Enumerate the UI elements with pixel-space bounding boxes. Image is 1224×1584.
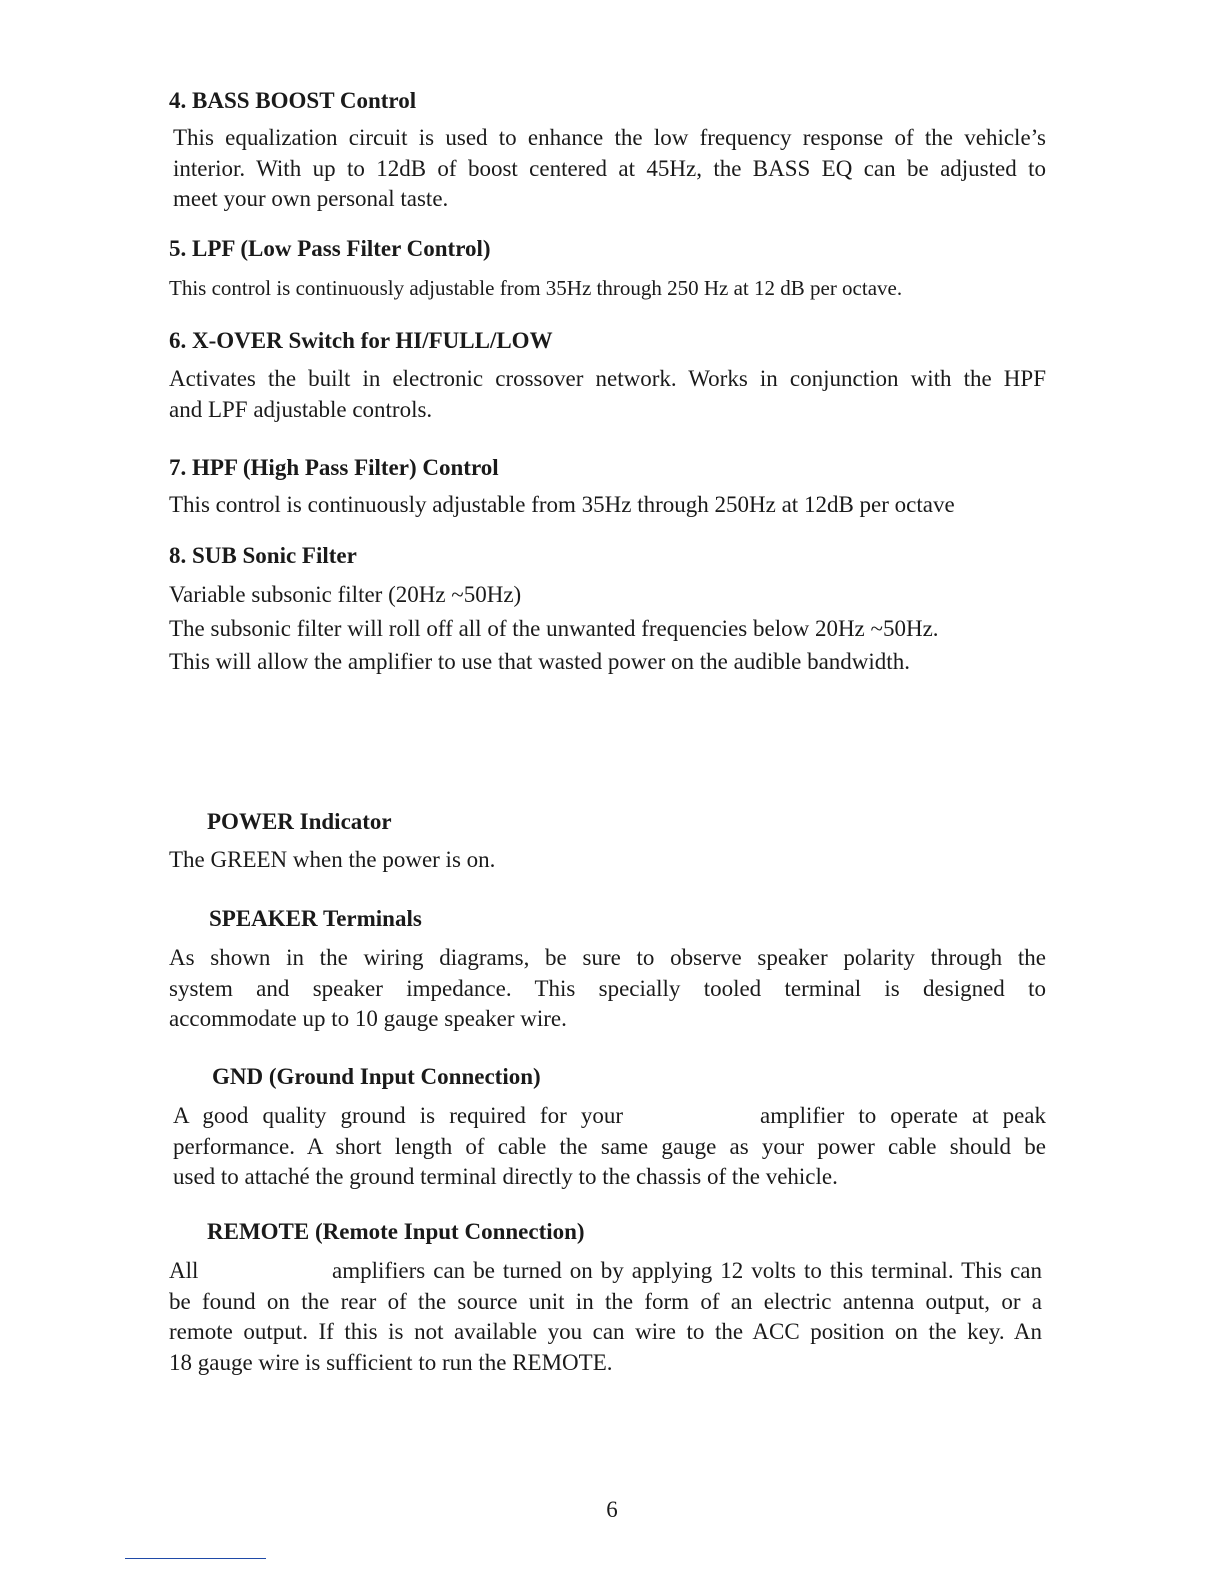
body-line-left: A good quality ground is required for your bbox=[173, 1103, 623, 1128]
body-line: be found on the rear of the source unit in the form of an electric antenna output, or a bbox=[169, 1288, 1042, 1314]
body-line: interior. With up to 12dB of boost centered at 45Hz, the BASS EQ can be adjusted to bbox=[173, 155, 1046, 181]
section-heading-sub-sonic: 8. SUB Sonic Filter bbox=[169, 543, 357, 568]
body-line-left: All bbox=[169, 1258, 199, 1283]
section-body-lpf bbox=[169, 273, 902, 304]
section-heading-xover: 6. X-OVER Switch for HI/FULL/LOW bbox=[169, 328, 553, 353]
body-line: Activates the built in electronic crossover network. Works in conjunction with the HPF bbox=[169, 366, 1046, 391]
page-number: 6 bbox=[606, 1497, 618, 1522]
body-line: accommodate up to 10 gauge speaker wire. bbox=[169, 1006, 567, 1031]
body-line: system and speaker impedance. This specially tooled terminal is designed to bbox=[169, 975, 1046, 1001]
body-line-right: amplifiers can be turned on by applying 12 volts to this terminal. This can bbox=[332, 1258, 1042, 1283]
body-line: As shown in the wiring diagrams, be sure to observe speaker polarity through the bbox=[169, 945, 1046, 970]
section-body-hpf bbox=[169, 490, 955, 521]
body-line: remote output. If this is not available you can wire to the ACC position on the key. An bbox=[169, 1319, 1042, 1344]
body-line: meet your own personal taste. bbox=[173, 186, 449, 211]
body-line: This equalization circuit is used to enhance the low frequency response of the vehicle’s bbox=[173, 125, 1046, 150]
body-line: Variable subsonic filter (20Hz ~50Hz) bbox=[169, 582, 522, 607]
section-heading-power: POWER Indicator bbox=[207, 809, 392, 834]
footer-rule bbox=[125, 1558, 266, 1559]
body-line: This will allow the amplifier to use that wasted power on the audible bandwidth. bbox=[169, 649, 910, 674]
section-body-speaker bbox=[169, 943, 1046, 1035]
section-heading-remote: REMOTE (Remote Input Connection) bbox=[207, 1219, 585, 1244]
section-heading-lpf: 5. LPF (Low Pass Filter Control) bbox=[169, 236, 491, 261]
body-line bbox=[169, 1256, 1042, 1287]
body-line-right: amplifier to operate at peak bbox=[760, 1103, 1046, 1128]
body-line bbox=[173, 1101, 1046, 1132]
body-line: and LPF adjustable controls. bbox=[169, 396, 433, 422]
section-heading-hpf: 7. HPF (High Pass Filter) Control bbox=[169, 455, 499, 480]
body-line: This control is continuously adjustable from 35Hz through 250Hz at 12dB per octave bbox=[169, 492, 955, 517]
section-heading-bass-boost: 4. BASS BOOST Control bbox=[169, 88, 417, 113]
body-line: This control is continuously adjustable from 35Hz through 250 Hz at 12 dB per octave. bbox=[169, 276, 903, 300]
body-line: The subsonic filter will roll off all of the unwanted frequencies below 20Hz ~50Hz. bbox=[169, 615, 939, 641]
section-body-gnd bbox=[173, 1101, 1046, 1193]
body-line: The GREEN when the power is on. bbox=[169, 847, 496, 872]
section-body-power bbox=[169, 845, 495, 876]
body-line: used to attaché the ground terminal directly to the chassis of the vehicle. bbox=[173, 1164, 838, 1189]
section-heading-speaker: SPEAKER Terminals bbox=[209, 906, 422, 931]
body-line: performance. A short length of cable the same gauge as your power cable should be bbox=[173, 1133, 1046, 1159]
section-body-sub-sonic bbox=[169, 578, 939, 679]
section-body-remote bbox=[169, 1256, 1042, 1378]
section-heading-gnd: GND (Ground Input Connection) bbox=[212, 1064, 541, 1089]
section-body-bass-boost bbox=[173, 123, 1046, 215]
section-body-xover bbox=[169, 364, 1046, 425]
body-line: 18 gauge wire is sufficient to run the REMOTE. bbox=[169, 1349, 613, 1375]
